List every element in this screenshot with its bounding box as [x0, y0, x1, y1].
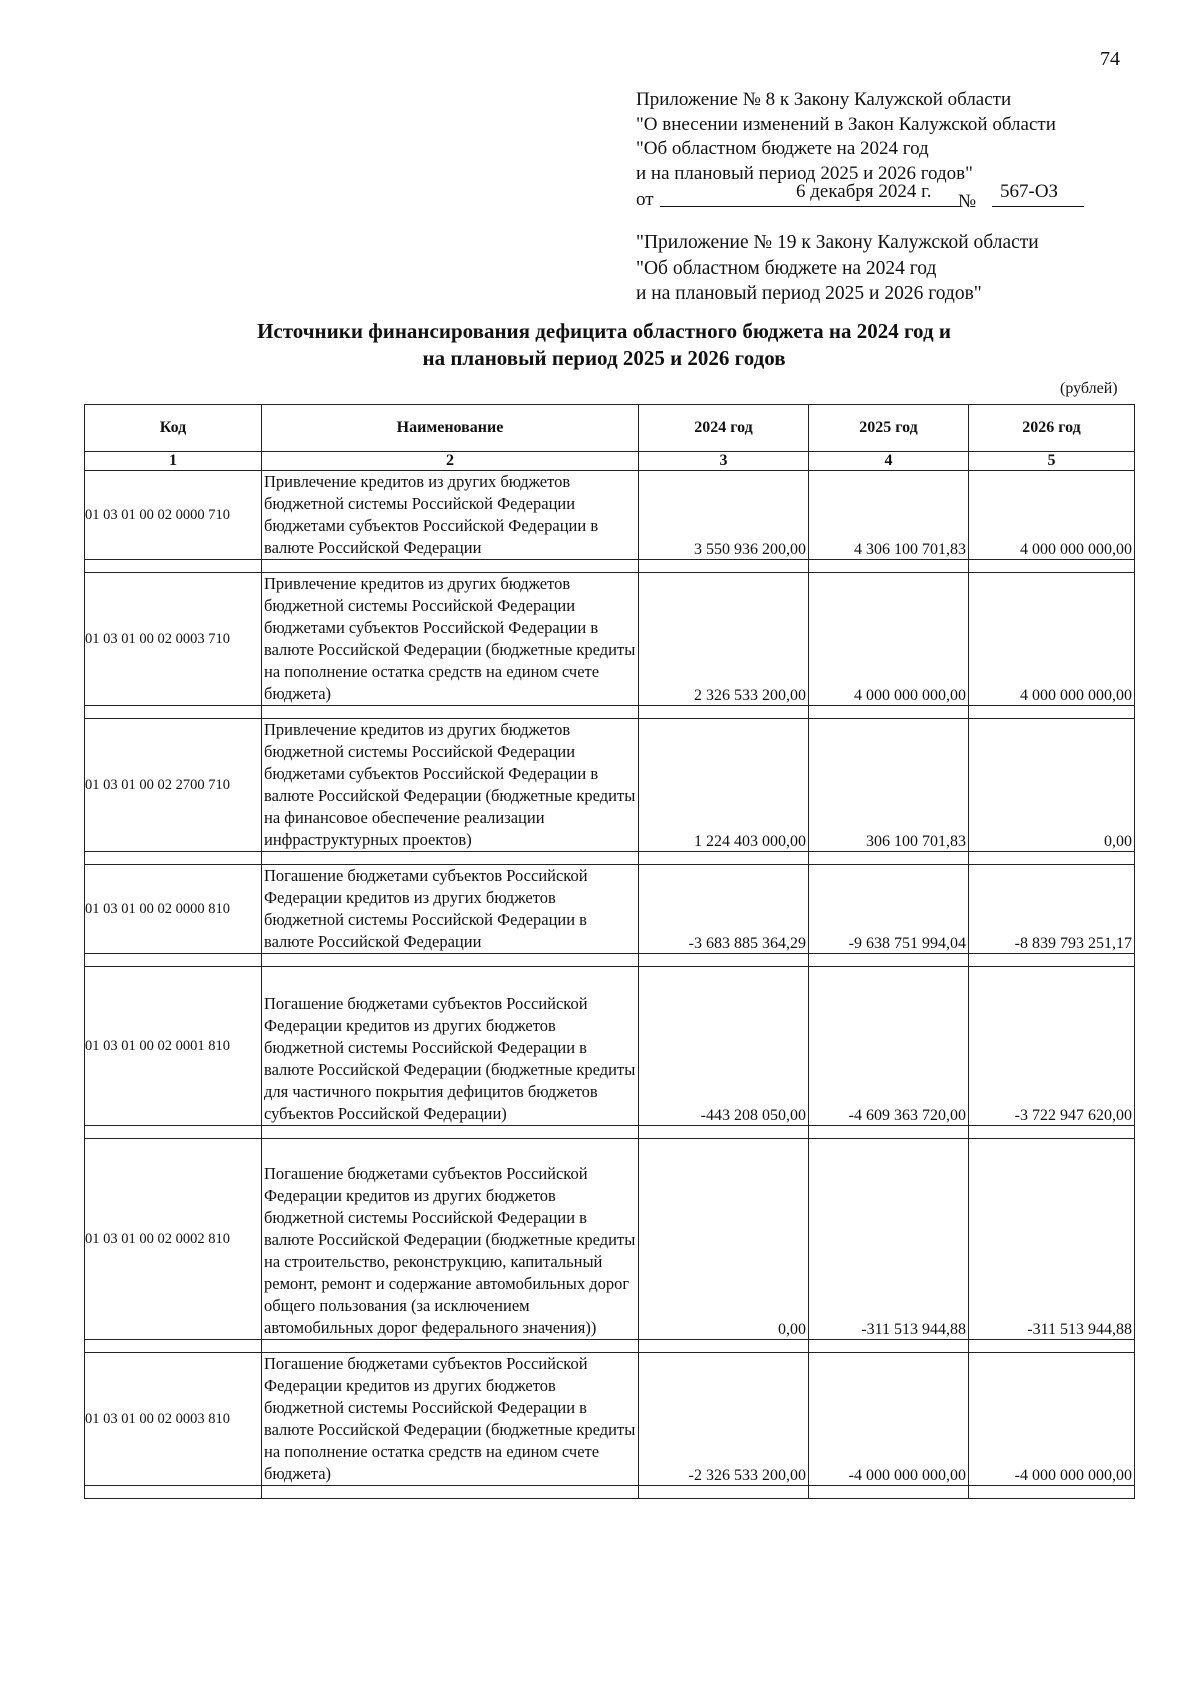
table-row [85, 865, 1135, 954]
row-value-2025: -9 638 751 994,04 [809, 865, 969, 954]
appendix2-line: и на плановый период 2025 и 2026 годов" [636, 283, 982, 304]
appendix-line: "Об областном бюджете на 2024 год [636, 138, 929, 159]
table-row [85, 573, 1135, 706]
appendix2-line: "Об областном бюджете на 2024 год [636, 257, 937, 279]
col-number: 5 [969, 452, 1135, 471]
header-2025: 2025 год [809, 405, 969, 452]
budget-table [84, 404, 1135, 1499]
table-row [85, 967, 1135, 1126]
row-value-2025: -4 609 363 720,00 [809, 967, 969, 1126]
row-code: 01 03 01 00 02 0002 810 [85, 1139, 262, 1340]
title-line: Источники финансирования дефицита областного бюджета на 2024 год и [257, 319, 951, 343]
row-value-2026: 4 000 000 000,00 [969, 471, 1135, 560]
appendix-19-header [636, 230, 1039, 307]
col-number: 2 [262, 452, 639, 471]
row-value-2024: -443 208 050,00 [639, 967, 809, 1126]
document-title [84, 318, 1124, 372]
row-value-2026: 0,00 [969, 719, 1135, 852]
header-code: Код [85, 405, 262, 452]
decree-line [636, 181, 1059, 212]
row-name: Привлечение кредитов из других бюджетов бюджетной системы Российской Федерации бюджетами субъектов Российской Федерации в валюте Российской Федерации (бюджетные кредиты на пополнение остатка средств на едином счете бюджета) [262, 573, 639, 706]
row-value-2026: 4 000 000 000,00 [969, 573, 1135, 706]
row-code: 01 03 01 00 02 2700 710 [85, 719, 262, 852]
row-value-2024: 3 550 936 200,00 [639, 471, 809, 560]
column-number-row [85, 452, 1135, 471]
row-value-2025: -311 513 944,88 [809, 1139, 969, 1340]
spacer-row [85, 706, 1135, 719]
table-row [85, 1353, 1135, 1486]
row-value-2026: -3 722 947 620,00 [969, 967, 1135, 1126]
row-name: Погашение бюджетами субъектов Российской Федерации кредитов из других бюджетов бюджетной системы Российской Федерации в валюте Российской Федерации (бюджетные кредиты на строительство, реконструкцию, капитальный ремонт, ремонт и содержание автомобильных дорог общего пользования (за исключением автомобильных дорог федерального значения)) [262, 1139, 639, 1340]
header-2024: 2024 год [639, 405, 809, 452]
row-value-2024: -3 683 885 364,29 [639, 865, 809, 954]
table-row [85, 1139, 1135, 1340]
row-name: Привлечение кредитов из других бюджетов бюджетной системы Российской Федерации бюджетами субъектов Российской Федерации в валюте Российской Федерации (бюджетные кредиты на финансовое обеспечение реализации инфраструктурных проектов) [262, 719, 639, 852]
table-row [85, 471, 1135, 560]
col-number: 4 [809, 452, 969, 471]
row-value-2024: 1 224 403 000,00 [639, 719, 809, 852]
spacer-row [85, 954, 1135, 967]
decree-number-sign: № [958, 191, 977, 212]
spacer-row [85, 1126, 1135, 1139]
col-number: 3 [639, 452, 809, 471]
row-name: Погашение бюджетами субъектов Российской Федерации кредитов из других бюджетов бюджетной системы Российской Федерации в валюте Российской Федерации (бюджетные кредиты для частичного покрытия дефицитов бюджетов субъектов Российской Федерации) [262, 967, 639, 1126]
appendix2-line: "Приложение № 19 к Закону Калужской области [636, 232, 1039, 253]
spacer-row [85, 852, 1135, 865]
decree-number: 567-ОЗ [1000, 181, 1059, 202]
row-value-2025: 4 000 000 000,00 [809, 573, 969, 706]
table-header-row [85, 405, 1135, 452]
row-value-2024: 2 326 533 200,00 [639, 573, 809, 706]
spacer-row [85, 1486, 1135, 1499]
page-number: 74 [1100, 48, 1120, 70]
row-value-2026: -311 513 944,88 [969, 1139, 1135, 1340]
decree-ot-label: от [636, 189, 654, 210]
spacer-row [85, 1340, 1135, 1353]
decree-date: 6 декабря 2024 г. [796, 181, 932, 202]
row-code: 01 03 01 00 02 0000 710 [85, 471, 262, 560]
row-code: 01 03 01 00 02 0003 710 [85, 573, 262, 706]
row-value-2025: 4 306 100 701,83 [809, 471, 969, 560]
col-number: 1 [85, 452, 262, 471]
units-label: (рублей) [1060, 380, 1118, 397]
row-name: Погашение бюджетами субъектов Российской Федерации кредитов из других бюджетов бюджетной системы Российской Федерации в валюте Российской Федерации (бюджетные кредиты на пополнение остатка средств на едином счете бюджета) [262, 1353, 639, 1486]
title-line: на плановый период 2025 и 2026 годов [422, 346, 786, 370]
appendix-line: "О внесении изменений в Закон Калужской области [636, 113, 1056, 135]
row-value-2024: -2 326 533 200,00 [639, 1353, 809, 1486]
spacer-row [85, 560, 1135, 573]
row-code: 01 03 01 00 02 0003 810 [85, 1353, 262, 1486]
table-row [85, 719, 1135, 852]
date-underline [660, 206, 960, 207]
row-value-2025: -4 000 000 000,00 [809, 1353, 969, 1486]
number-underline [992, 206, 1084, 207]
row-value-2026: -4 000 000 000,00 [969, 1353, 1135, 1486]
row-value-2024: 0,00 [639, 1139, 809, 1340]
appendix-header [636, 88, 1059, 212]
header-name: Наименование [262, 405, 639, 452]
row-name: Погашение бюджетами субъектов Российской Федерации кредитов из других бюджетов бюджетной системы Российской Федерации в валюте Российской Федерации [262, 865, 639, 954]
row-value-2025: 306 100 701,83 [809, 719, 969, 852]
row-code: 01 03 01 00 02 0000 810 [85, 865, 262, 954]
appendix-line: Приложение № 8 к Закону Калужской области [636, 89, 1012, 110]
row-value-2026: -8 839 793 251,17 [969, 865, 1135, 954]
header-2026: 2026 год [969, 405, 1135, 452]
row-name: Привлечение кредитов из других бюджетов бюджетной системы Российской Федерации бюджетами субъектов Российской Федерации в валюте Российской Федерации [262, 471, 639, 560]
appendix-line: и на плановый период 2025 и 2026 годов" [636, 162, 973, 184]
row-code: 01 03 01 00 02 0001 810 [85, 967, 262, 1126]
